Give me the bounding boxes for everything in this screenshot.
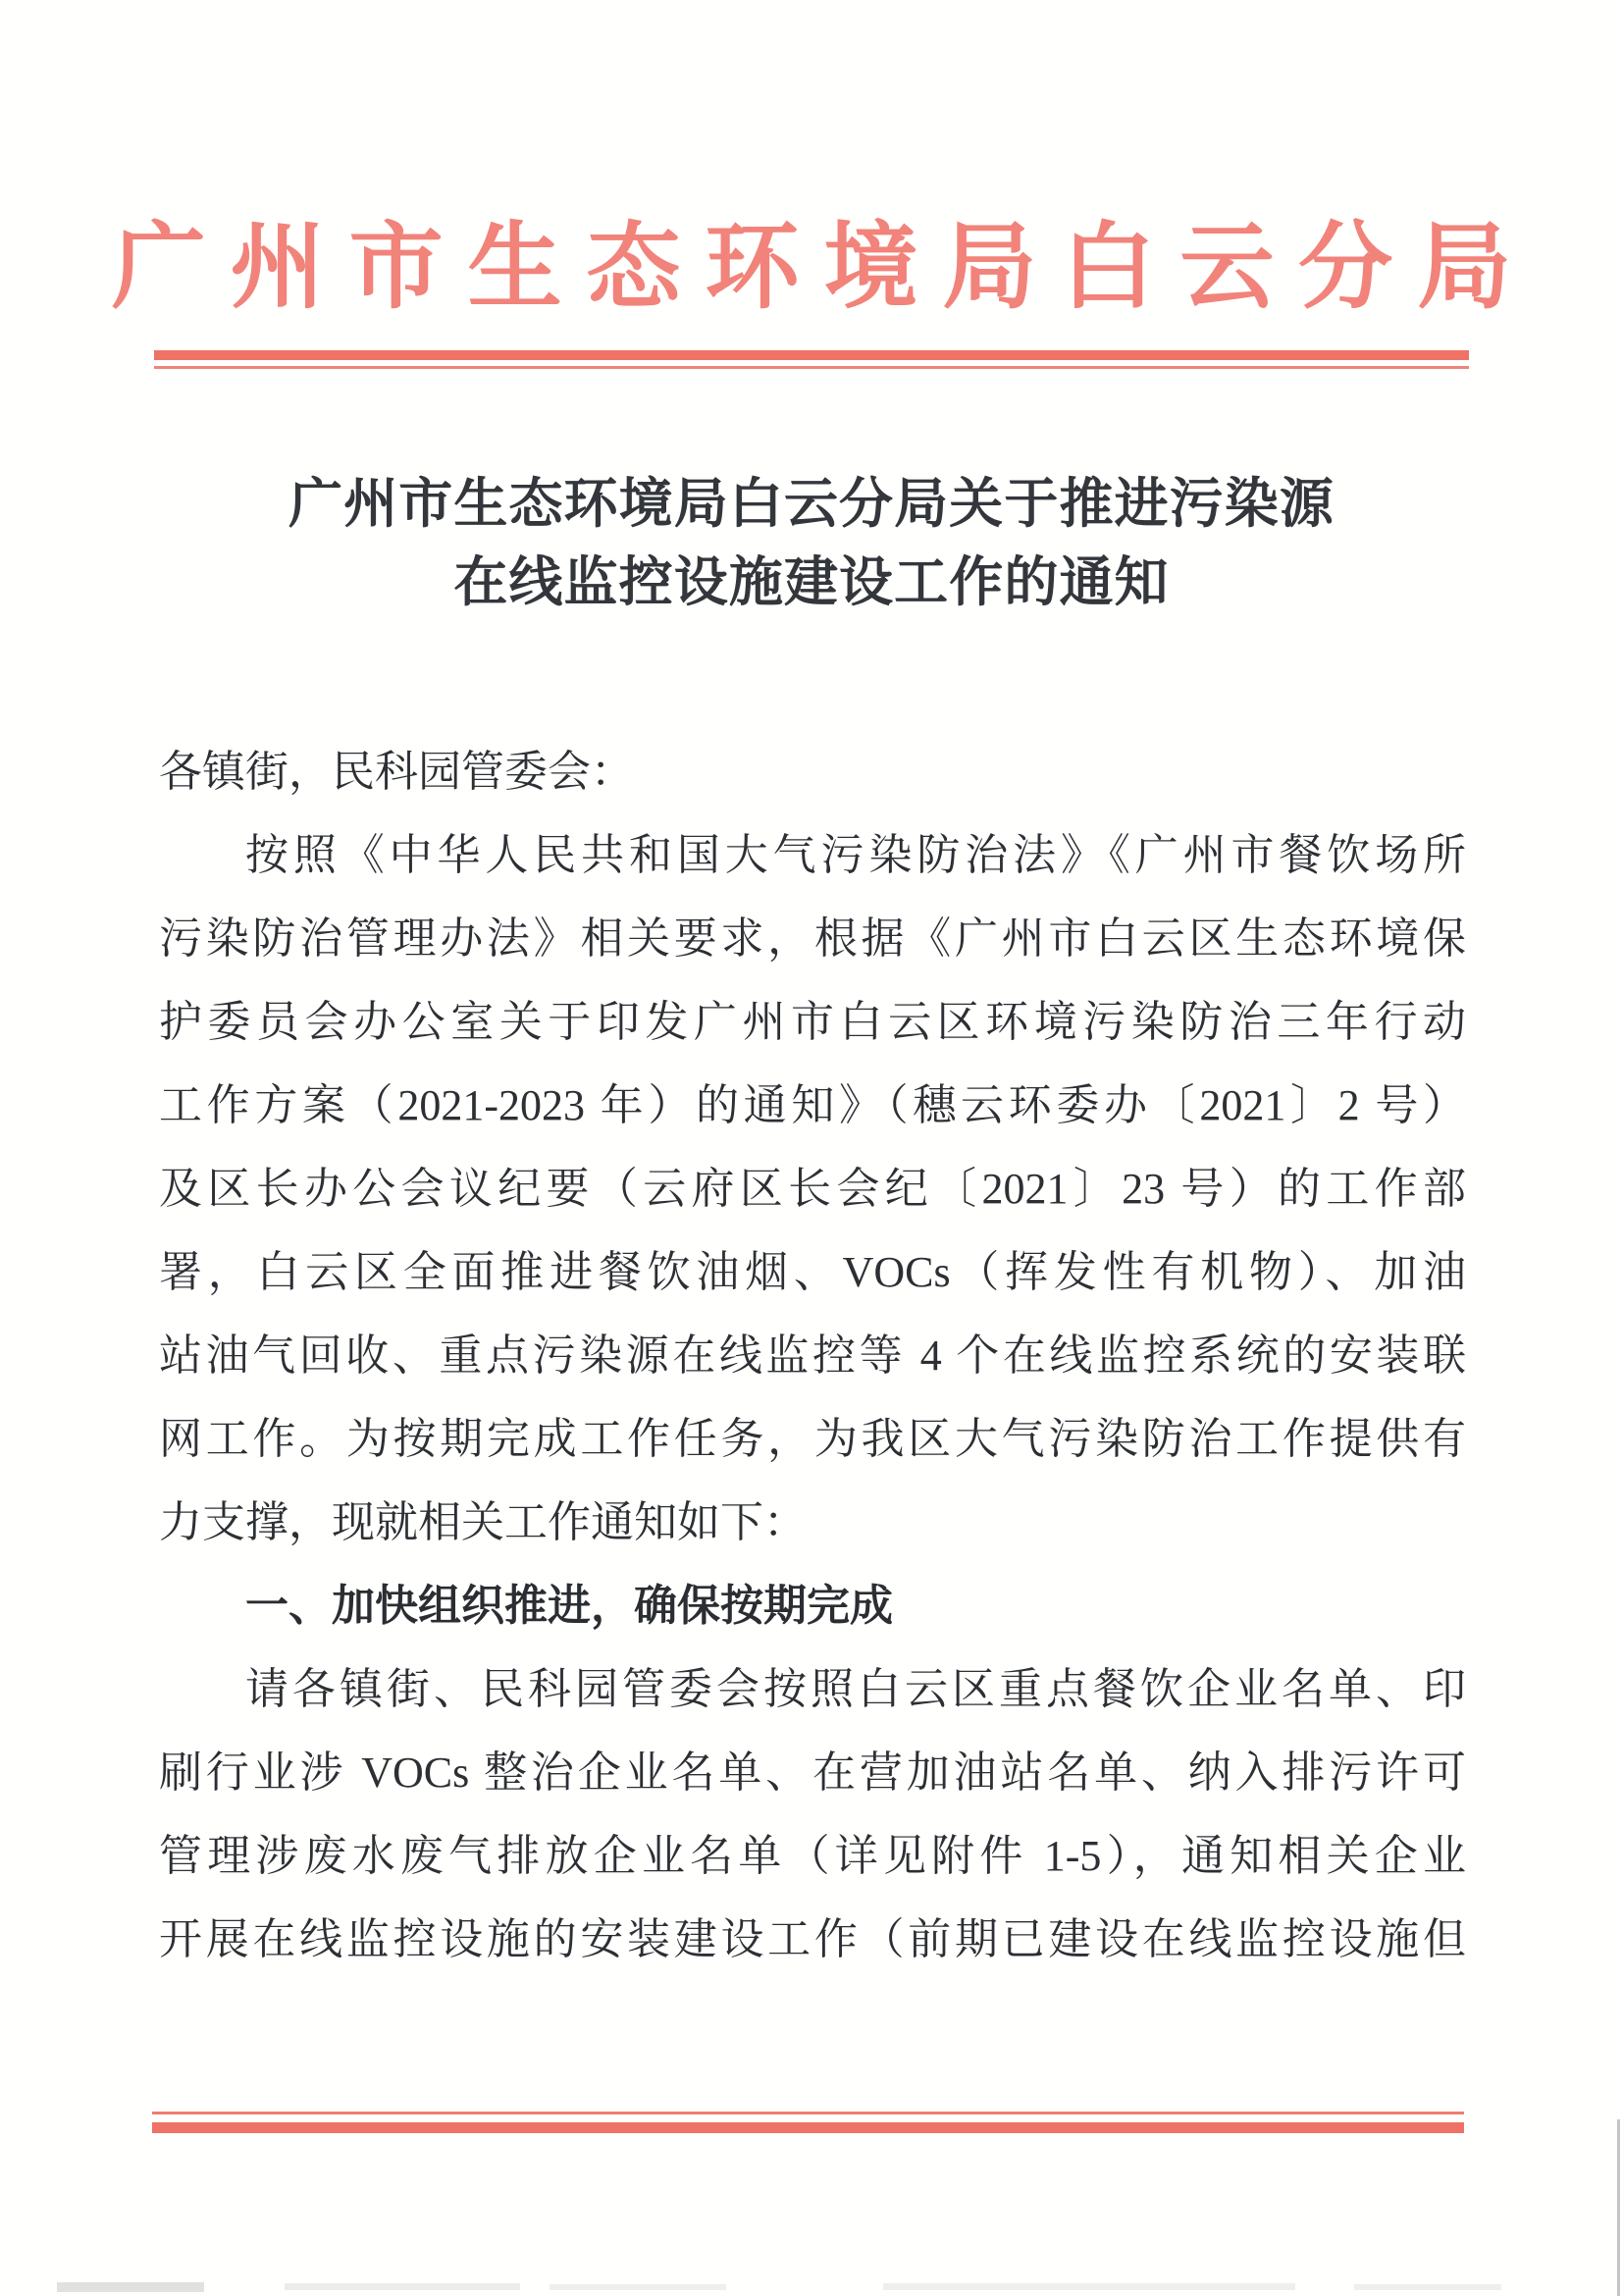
scan-artifact	[57, 2282, 204, 2292]
paragraph2-line: 开展在线监控设施的安装建设工作（前期已建设在线监控设施但	[159, 1915, 1466, 1963]
scan-artifact	[883, 2283, 1295, 2290]
scan-artifact	[285, 2283, 520, 2290]
document-title-line2: 在线监控设施建设工作的通知	[453, 552, 1170, 612]
footer-divider	[152, 2112, 1464, 2133]
scan-edge-artifact	[1617, 2119, 1620, 2296]
letterhead-title: 广州市生态环境局白云分局	[111, 215, 1537, 320]
paragraph2-line: 刷行业涉 VOCs 整治企业名单、在营加油站名单、纳入排污许可	[159, 1748, 1466, 1797]
paragraph2-line: 请各镇街、民科园管委会按照白云区重点餐饮企业名单、印	[245, 1665, 1466, 1713]
paragraph1-line: 网工作。为按期完成工作任务，为我区大气污染防治工作提供有	[159, 1415, 1466, 1463]
document-title	[0, 465, 1623, 622]
scan-artifact	[550, 2284, 726, 2290]
letterhead-divider	[154, 350, 1469, 369]
document-title-line1: 广州市生态环境局白云分局关于推进污染源	[288, 474, 1335, 534]
document-body	[159, 730, 1466, 1981]
footer-thin-rule	[152, 2112, 1464, 2114]
paragraph1-line: 工作方案（2021-2023 年）的通知》（穗云环委办〔2021〕2 号）	[159, 1081, 1466, 1129]
paragraph1-line: 护委员会办公室关于印发广州市白云区环境污染防治三年行动	[159, 998, 1466, 1046]
paragraph2-line: 管理涉废水废气排放企业名单（详见附件 1-5），通知相关企业	[159, 1832, 1466, 1880]
paragraph1-line: 按照《中华人民共和国大气污染防治法》《广州市餐饮场所	[245, 831, 1466, 879]
paragraph1-line: 污染防治管理办法》相关要求，根据《广州市白云区生态环境保	[159, 914, 1466, 963]
section1-heading: 一、加快组织推进，确保按期完成	[245, 1582, 893, 1630]
divider-thin-rule	[154, 366, 1469, 369]
scan-artifact	[1354, 2284, 1501, 2290]
footer-thick-rule	[152, 2122, 1464, 2133]
paragraph1-line: 力支撑，现就相关工作通知如下：	[159, 1498, 807, 1546]
divider-thick-rule	[154, 350, 1469, 360]
paragraph1-line: 站油气回收、重点污染源在线监控等 4 个在线监控系统的安装联	[159, 1331, 1466, 1380]
salutation: 各镇街，民科园管委会：	[159, 748, 634, 796]
paragraph1-line: 及区长办公会议纪要（云府区长会纪〔2021〕23 号）的工作部	[159, 1165, 1466, 1213]
paragraph1-line: 署，白云区全面推进餐饮油烟、VOCs（挥发性有机物）、加油	[159, 1248, 1466, 1296]
